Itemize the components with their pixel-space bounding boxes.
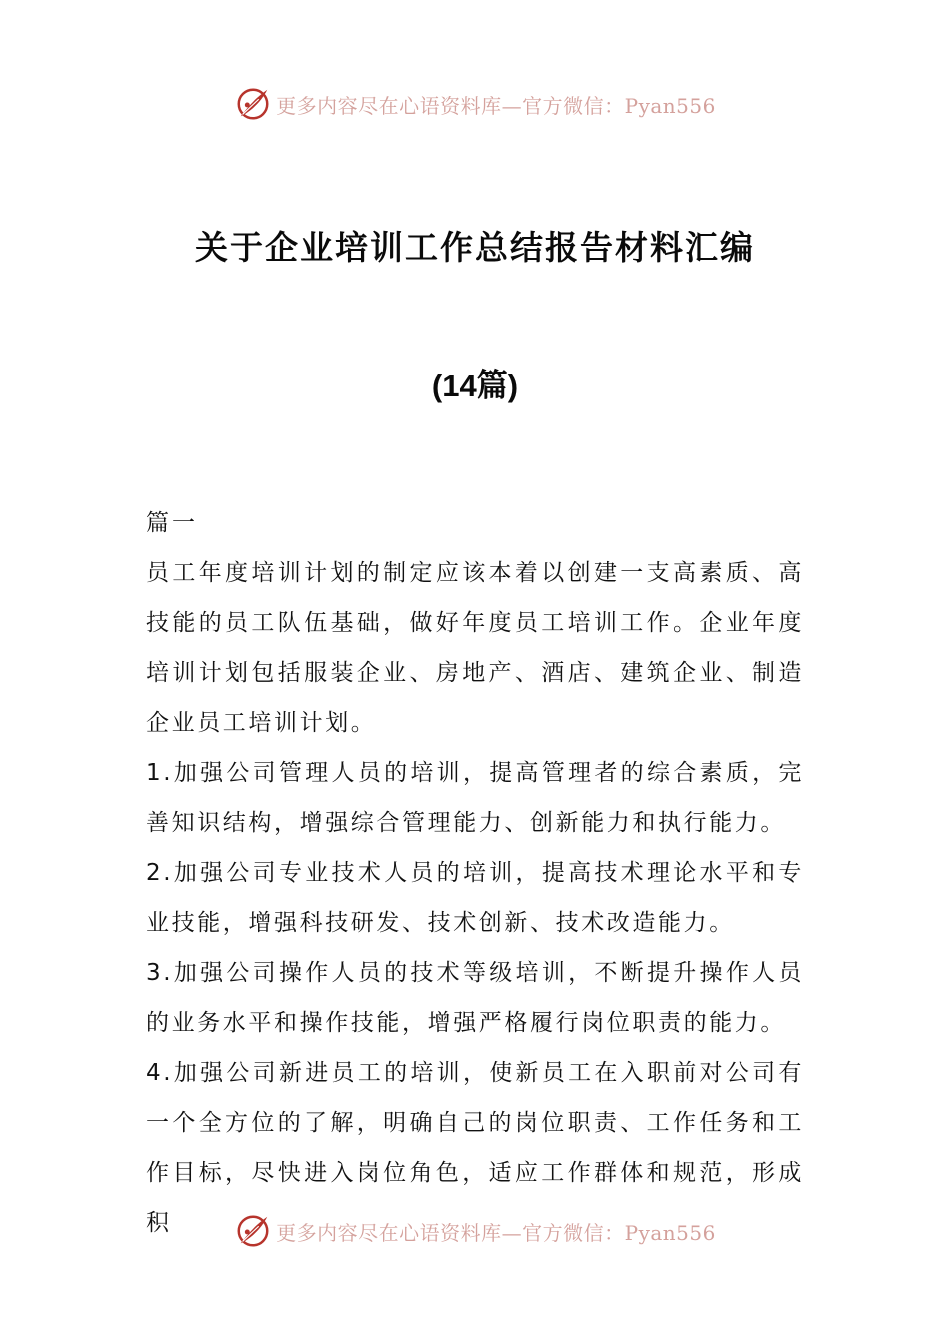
header-watermark bbox=[0, 82, 950, 126]
paragraph-item-1: 1.加强公司管理人员的培训，提高管理者的综合素质，完善知识结构，增强综合管理能力、创新能力和执行能力。 bbox=[146, 760, 804, 836]
document-subtitle: (14篇) bbox=[431, 368, 519, 403]
document-title: 关于企业培训工作总结报告材料汇编 bbox=[195, 228, 755, 267]
watermark-text: 更多内容尽在心语资料库—官方微信：Pyan556 bbox=[276, 93, 716, 118]
document-body bbox=[146, 498, 804, 1248]
quill-pen-circle-icon bbox=[234, 85, 272, 123]
paragraph-item-3: 3.加强公司操作人员的技术等级培训，不断提升操作人员的业务水平和操作技能，增强严格履行岗位职责的能力。 bbox=[146, 960, 804, 1036]
footer-watermark bbox=[0, 1209, 950, 1253]
section-label: 篇一 bbox=[146, 510, 198, 536]
quill-pen-circle-icon bbox=[234, 1212, 272, 1250]
watermark-text: 更多内容尽在心语资料库—官方微信：Pyan556 bbox=[276, 1220, 716, 1245]
paragraph-item-2: 2.加强公司专业技术人员的培训，提高技术理论水平和专业技能，增强科技研发、技术创新、技术改造能力。 bbox=[146, 860, 804, 936]
paragraph-item-4: 4.加强公司新进员工的培训，使新员工在入职前对公司有一个全方位的了解，明确自己的岗位职责、工作任务和工作目标，尽快进入岗位角色，适应工作群体和规范，形成积 bbox=[146, 1060, 804, 1236]
paragraph-intro: 员工年度培训计划的制定应该本着以创建一支高素质、高技能的员工队伍基础，做好年度员工培训工作。企业年度培训计划包括服装企业、房地产、酒店、建筑企业、制造企业员工培训计划。 bbox=[146, 560, 804, 736]
